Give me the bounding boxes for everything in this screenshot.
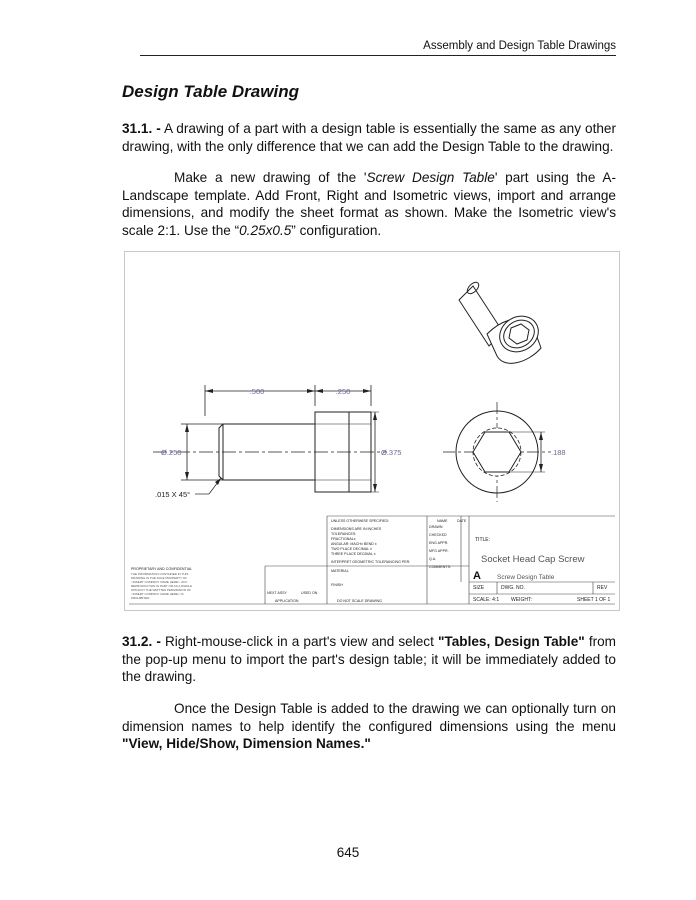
tb-scale: SCALE: 4:1 [473,597,500,603]
tb-rev-label: REV [597,585,608,591]
tb-interpret: INTERPRET GEOMETRIC TOLERANCING PER: [331,560,411,564]
svg-text:PROHIBITED.: PROHIBITED. [131,596,151,600]
paragraph-text: Make a new drawing of the ' [174,170,367,185]
header-rule [140,55,616,56]
dim-shank-diameter: Ø.250 [161,448,182,457]
tb-do-not-scale: DO NOT SCALE DRAWING [337,599,382,603]
tb-checked: CHECKED [429,533,447,537]
menu-command: "View, Hide/Show, Dimension Names." [122,736,371,752]
paragraph-text: Right-mouse-click in a part's view and select [160,634,438,649]
isometric-view [459,280,545,363]
running-header: Assembly and Design Table Drawings [423,40,616,52]
dim-chamfer: .015 X 45° [155,490,191,499]
svg-text:REPRODUCTION IN PART OR AS A W: REPRODUCTION IN PART OR AS A WHOLE [131,584,193,588]
svg-text:<INSERT COMPANY NAME HERE> IS: <INSERT COMPANY NAME HERE> IS [131,592,184,596]
tb-title: Socket Head Cap Screw [481,554,585,565]
right-view [443,402,551,502]
menu-command: "Tables, Design Table" [437,634,585,649]
tb-mfg-appr: MFG APPR. [429,549,449,553]
tb-name-header: NAME [437,519,448,523]
tb-date-header: DATE [457,519,467,523]
tb-subtitle: Screw Design Table [497,574,555,581]
tb-drawn: DRAWN [429,525,443,529]
paragraph-dimension-names [122,700,616,753]
tb-unless: UNLESS OTHERWISE SPECIFIED: [331,519,390,523]
paragraph-text: ” configuration. [291,222,382,238]
tb-fractional: FRACTIONAL± [331,537,356,541]
page-number: 645 [336,845,360,860]
part-name: Screw Design Table [366,170,495,185]
section-title: Design Table Drawing [122,82,299,101]
tb-qa: Q.A. [429,557,437,561]
tb-comments: COMMENTS: [429,565,451,569]
paragraph-text: A drawing of a part with a design table is essentially the same as any other drawing, with the only difference that we can add the Design Table to the drawing. [122,121,616,154]
tb-angular: ANGULAR: MACH± BEND ± [331,542,377,546]
dim-hex-size: .188 [551,448,566,457]
paragraph-text: Once the Design Table is added to the drawing we can optionally turn on dimension names to help identify the configured dimensions using the menu [122,701,616,734]
tb-size: A [473,570,481,582]
tb-three-place: THREE PLACE DECIMAL ± [331,552,376,556]
tb-material: MATERIAL [331,569,349,573]
front-view [153,385,387,494]
tb-two-place: TWO PLACE DECIMAL ± [331,547,372,551]
dim-shank-length: .500 [249,387,265,396]
tb-eng-appr: ENG APPR. [429,541,449,545]
svg-text:DRAWING IS THE SOLE PROPERTY O: DRAWING IS THE SOLE PROPERTY OF [131,576,187,580]
paragraph-31-2 [122,633,616,686]
tb-proprietary: PROPRIETARY AND CONFIDENTIAL [131,567,193,571]
tb-dimensions-note: DIMENSIONS ARE IN INCHES [331,527,382,531]
step-number: 31.1. - [122,121,161,136]
tb-weight: WEIGHT: [511,597,532,603]
dim-head-diameter: Ø.375 [381,448,402,457]
paragraph-instructions [122,169,616,239]
tb-finish: FINISH [331,583,343,587]
tb-size-label: SIZE [473,585,485,591]
drawing-figure [124,251,620,611]
tb-used-on: USED ON [301,591,318,595]
step-number: 31.2. - [122,634,161,649]
svg-text:THE INFORMATION CONTAINED IN T: THE INFORMATION CONTAINED IN THIS [131,572,189,576]
dim-head-length: .250 [335,387,351,396]
tb-sheet: SHEET 1 OF 1 [577,597,611,603]
tb-tolerances: TOLERANCES: [331,532,357,536]
tb-next-assy: NEXT ASSY [267,591,287,595]
paragraph-text: ' part using the A-Landscape template. Add Front, Right and Isometric views, import and arrange dimensions, and modify the sheet format as shown. Make the Isometric view's scale 2:1. Use the “ [122,170,616,238]
tb-application: APPLICATION [275,599,299,603]
paragraph-text: from the pop-up menu to import the part's design table; it will be immediately added to the drawing. [122,634,617,685]
svg-text:<INSERT COMPANY NAME HERE>. AN: <INSERT COMPANY NAME HERE>. ANY [131,580,188,584]
configuration-name: 0.25x0.5 [239,222,292,238]
svg-text:WITHOUT THE WRITTEN PERMISSION: WITHOUT THE WRITTEN PERMISSION OF [131,588,191,592]
paragraph-31-1 [122,120,616,155]
tb-dwg-label: DWG. NO. [501,585,525,591]
tb-title-label: TITLE: [475,537,491,543]
